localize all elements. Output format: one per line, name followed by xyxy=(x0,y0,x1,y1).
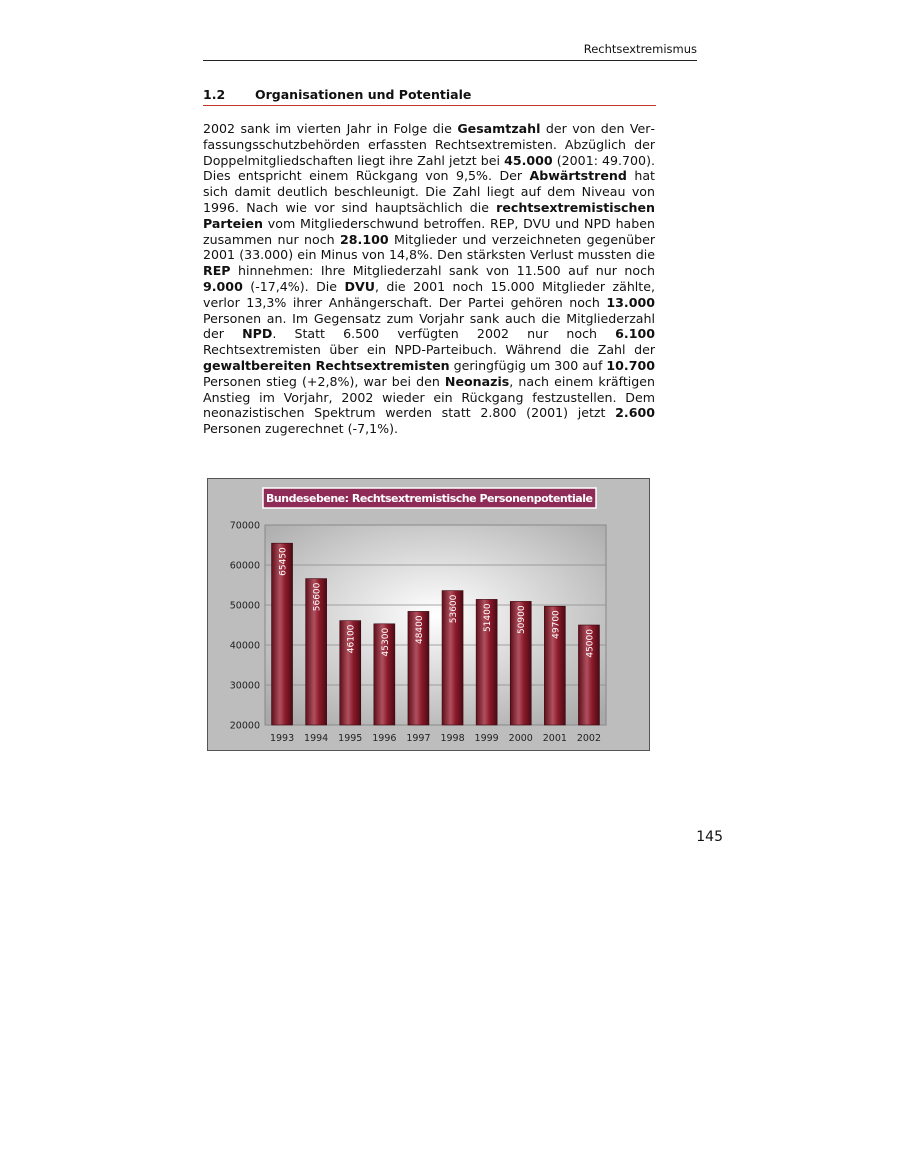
page-number: 145 xyxy=(696,829,723,845)
emphasis-text: 13.000 xyxy=(606,294,655,310)
x-tick-label: 1999 xyxy=(474,733,499,744)
y-tick-label: 20000 xyxy=(229,720,260,732)
bar-value-label: 46100 xyxy=(346,624,357,654)
bar-value-label: 48400 xyxy=(414,615,425,645)
x-tick-label: 2001 xyxy=(542,733,567,744)
text-run: Mitglieder und verzeichneten gegenüber 2001 (33.000) ein Minus von 14,8%. Den stärksten Verlust mussten die xyxy=(203,231,655,263)
text-run: (2001: 49.700). Dies entspricht einem Rückgang von 9,5%. Der xyxy=(203,152,655,184)
text-run: 2002 sank im vierten Jahr in Folge die xyxy=(203,121,458,136)
text-run: hat sich damit deutlich beschleunigt. Die Zahl liegt auf dem Niveau von 1996. Nach wie vor sind hauptsächlich die xyxy=(203,168,655,215)
text-run: Personen stieg (+2,8%), war bei den xyxy=(203,373,445,389)
section-number: 1.2 xyxy=(203,87,226,102)
text-run: . Statt 6.500 verfügten 2002 nur noch xyxy=(272,326,616,342)
bar-value-label: 49700 xyxy=(551,610,562,639)
emphasis-text: rechtsextremistischen Parteien xyxy=(203,199,655,231)
text-run: Personen an. Im Gegensatz zum Vorjahr sank auch die Mitgliederzahl der xyxy=(203,310,655,342)
x-tick-label: 1998 xyxy=(440,733,465,744)
x-tick-label: 2002 xyxy=(576,733,602,744)
x-tick-label: 1996 xyxy=(372,733,397,744)
section-title: Organisationen und Potentiale xyxy=(255,87,472,102)
text-run: , die 2001 noch 15.000 Mitglieder zählte, verlor 13,3% ihrer Anhängerschaft. Der Partei gehören noch xyxy=(203,278,655,310)
running-title: Rechtsextremismus xyxy=(583,42,697,56)
emphasis-text: Gesamtzahl xyxy=(457,121,541,136)
x-tick-label: 1993 xyxy=(269,733,295,744)
emphasis-text: 10.700 xyxy=(606,357,655,373)
text-run: geringfügig um 300 auf xyxy=(449,357,607,373)
y-tick-label: 70000 xyxy=(229,520,260,532)
emphasis-text: 9.000 xyxy=(203,278,243,294)
bar-value-label: 51400 xyxy=(483,603,494,633)
x-tick-label: 2000 xyxy=(508,733,533,744)
text-run: hinnehmen: Ihre Mitgliederzahl sank von 11.500 auf nur noch xyxy=(230,263,655,279)
emphasis-text: DVU xyxy=(344,278,375,294)
text-run: (-17,4%). Die xyxy=(242,278,345,294)
emphasis-text: gewaltbereiten Rechtsextremisten xyxy=(203,357,450,373)
emphasis-text: 6.100 xyxy=(615,326,655,342)
bar-value-label: 65450 xyxy=(278,547,289,576)
text-run: der von den Verfassungsschutzbehörden erfassten Rechtsextremisten. Abzüglich der Doppelmitgliedschaften liegt ihre Zahl jetzt bei xyxy=(203,121,656,168)
bar-chart xyxy=(207,478,650,751)
chart-canvas xyxy=(208,479,651,752)
bar-value-label: 53600 xyxy=(449,594,460,624)
x-tick-label: 1994 xyxy=(304,733,329,744)
emphasis-text: 28.100 xyxy=(340,231,389,247)
bar-value-label: 50900 xyxy=(517,605,528,635)
x-tick-label: 1995 xyxy=(338,733,363,744)
bar-value-label: 56600 xyxy=(312,582,323,612)
emphasis-text: Neonazis xyxy=(444,373,510,389)
y-tick-label: 40000 xyxy=(229,640,260,652)
y-tick-label: 30000 xyxy=(229,680,260,692)
running-header xyxy=(203,42,697,61)
bar-value-label: 45300 xyxy=(380,627,391,657)
x-tick-label: 1997 xyxy=(406,733,431,744)
text-run: vom Mitgliederschwund betroffen. REP, DVU und NPD haben zusammen nur noch xyxy=(203,215,655,247)
text-run: Rechtsextremisten über ein NPD-Parteibuch. Während die Zahl der xyxy=(203,342,655,358)
y-tick-label: 60000 xyxy=(229,560,260,572)
emphasis-text: 45.000 xyxy=(504,152,553,168)
emphasis-text: NPD xyxy=(242,326,273,342)
bar-value-label: 45000 xyxy=(585,629,596,658)
section-heading xyxy=(203,87,656,106)
body-paragraph xyxy=(203,121,655,437)
chart-title: Bundesebene: Rechtsextremistische Personenpotentiale xyxy=(266,492,593,505)
text-run: Personen zugerechnet (-7,1%). xyxy=(203,421,398,437)
y-tick-label: 50000 xyxy=(229,600,260,612)
emphasis-text: 2.600 xyxy=(615,405,655,421)
emphasis-text: REP xyxy=(203,263,231,279)
text-run: , nach einem kräftigen Anstieg im Vorjahr, 2002 wieder ein Rückgang festzustellen. Dem neonazistischen Spektrum werden statt 2.800 (2001) jetzt xyxy=(203,373,655,421)
emphasis-text: Abwärtstrend xyxy=(529,168,627,184)
